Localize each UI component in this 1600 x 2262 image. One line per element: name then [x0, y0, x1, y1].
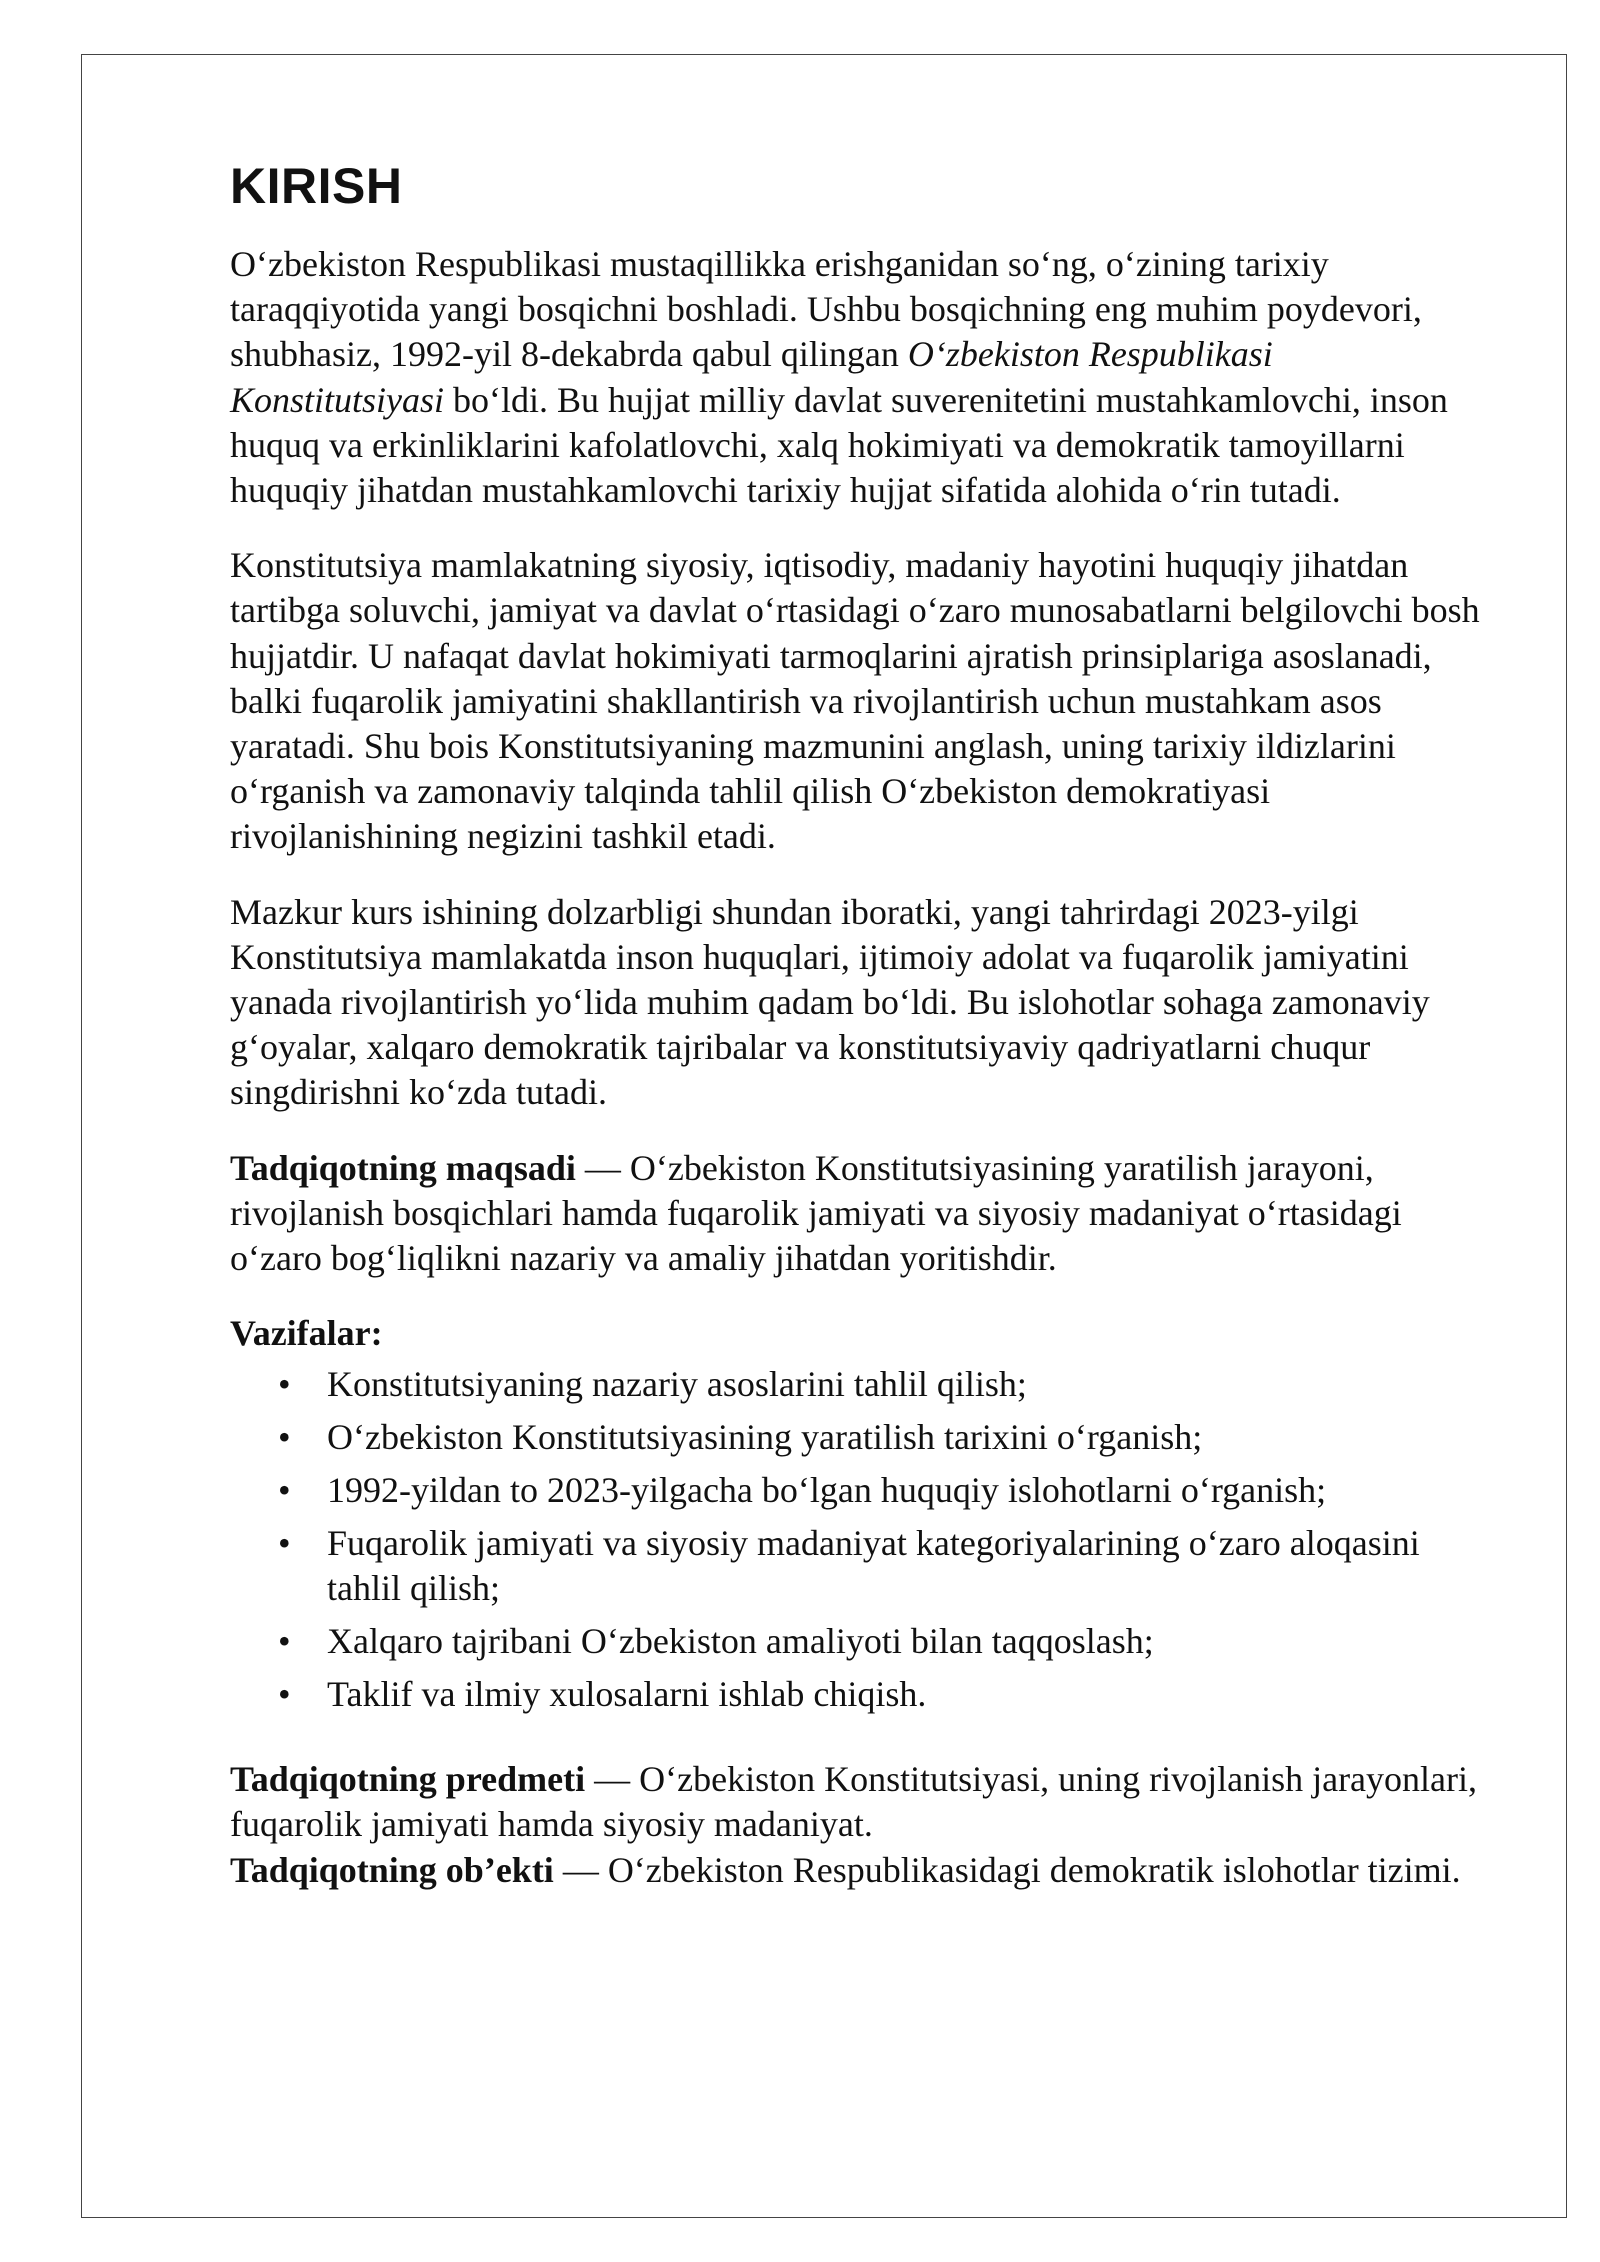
- paragraph-research-object: [230, 1848, 1490, 1893]
- bullet-icon: •: [278, 1417, 291, 1458]
- list-item: [230, 1415, 1490, 1460]
- tasks-list: [230, 1362, 1490, 1717]
- bullet-icon: •: [278, 1470, 291, 1511]
- document-body: [230, 150, 1490, 1893]
- research-goal-text: — O‘zbekiston Konstitutsiyasining yaratilish jarayoni, rivojlanish bosqichlari hamda fuqarolik jamiyati va siyosiy madaniyat o‘rtasidagi o‘zaro bog‘liqlikni nazariy va amaliy jihatdan yoritishdir.: [230, 1147, 1402, 1279]
- page-title: KIRISH: [230, 158, 403, 214]
- list-item: [230, 1619, 1490, 1664]
- bullet-icon: •: [278, 1674, 291, 1715]
- paragraph-intro-text-after: bo‘ldi. Bu hujjat milliy davlat suverenitetini mustahkamlovchi, inson huquq va erkinliklarini kafolatlovchi, xalq hokimiyati va demokratik tamoyillarni huquqiy jihatdan mustahkamlovchi tarixiy hujjat sifatida alohida o‘rin tutadi.: [230, 379, 1448, 511]
- bullet-icon: •: [278, 1364, 291, 1405]
- bullet-icon: •: [278, 1621, 291, 1662]
- research-goal-label: Tadqiqotning maqsadi: [230, 1147, 576, 1188]
- constitution-title-italic: O‘zbekiston Respublikasi Konstitutsiyasi: [230, 334, 1273, 420]
- tasks-heading: Vazifalar:: [230, 1313, 383, 1354]
- list-item-text: Taklif va ilmiy xulosalarni ishlab chiqish.: [327, 1674, 927, 1715]
- paragraph-relevance: Mazkur kurs ishining dolzarbligi shundan iboratki, yangi tahrirdagi 2023-yilgi Konstitutsiya mamlakatda inson huquqlari, ijtimoiy adolat va fuqarolik jamiyatini yanada rivojlantirish yo‘lida muhim qadam bo‘ldi. Bu islohotlar sohaga zamonaviy g‘oyalar, xalqaro demokratik tajribalar va konstitutsiyaviy qadriyatlarni chuqur singdirishni ko‘zda tutadi.: [230, 891, 1430, 1113]
- list-item-text: Xalqaro tajribani O‘zbekiston amaliyoti bilan taqqoslash;: [327, 1621, 1154, 1662]
- research-object-label: Tadqiqotning ob’ekti: [230, 1849, 554, 1890]
- bullet-icon: •: [278, 1523, 291, 1564]
- paragraph-research-subject: [230, 1757, 1490, 1847]
- research-subject-text: — O‘zbekiston Konstitutsiyasi, uning rivojlanish jarayonlari, fuqarolik jamiyati hamda siyosiy madaniyat.: [230, 1759, 1478, 1845]
- list-item-text: 1992-yildan to 2023-yilgacha bo‘lgan huquqiy islohotlarni o‘rganish;: [327, 1470, 1327, 1511]
- paragraph-intro-text-before: O‘zbekiston Respublikasi mustaqillikka erishganidan so‘ng, o‘zining tarixiy taraqqiyotida yangi bosqichni boshladi. Ushbu bosqichning eng muhim poydevori, shubhasiz, 1992-yil 8-dekabrda qabul qilingan: [230, 244, 1422, 375]
- list-item: [230, 1362, 1490, 1407]
- paragraph-research-goal: [230, 1146, 1490, 1282]
- research-object-text: — O‘zbekiston Respublikasidagi demokratik islohotlar tizimi.: [553, 1849, 1461, 1890]
- list-item-text: O‘zbekiston Konstitutsiyasining yaratilish tarixini o‘rganish;: [327, 1417, 1203, 1458]
- research-subject-label: Tadqiqotning predmeti: [230, 1759, 586, 1800]
- list-item: [230, 1521, 1490, 1611]
- list-item-text: Konstitutsiyaning nazariy asoslarini tahlil qilish;: [327, 1364, 1027, 1405]
- list-item: [230, 1672, 1490, 1717]
- paragraph-intro: [230, 242, 1490, 513]
- list-item: [230, 1468, 1490, 1513]
- list-item-text: Fuqarolik jamiyati va siyosiy madaniyat kategoriyalarining o‘zaro aloqasini tahlil qilish;: [327, 1523, 1420, 1609]
- paragraph-constitution-role: Konstitutsiya mamlakatning siyosiy, iqtisodiy, madaniy hayotini huquqiy jihatdan tartibga soluvchi, jamiyat va davlat o‘rtasidagi o‘zaro munosabatlarni belgilovchi bosh hujjatdir. U nafaqat davlat hokimiyati tarmoqlarini ajratish prinsiplariga asoslanadi, balki fuqarolik jamiyatini shakllantirish va rivojlantirish uchun mustahkam asos yaratadi. Shu bois Konstitutsiyaning mazmunini anglash, uning tarixiy ildizlarini o‘rganish va zamonaviy talqinda tahlil qilish O‘zbekiston demokratiyasi rivojlanishining negizini tashkil etadi.: [230, 545, 1480, 857]
